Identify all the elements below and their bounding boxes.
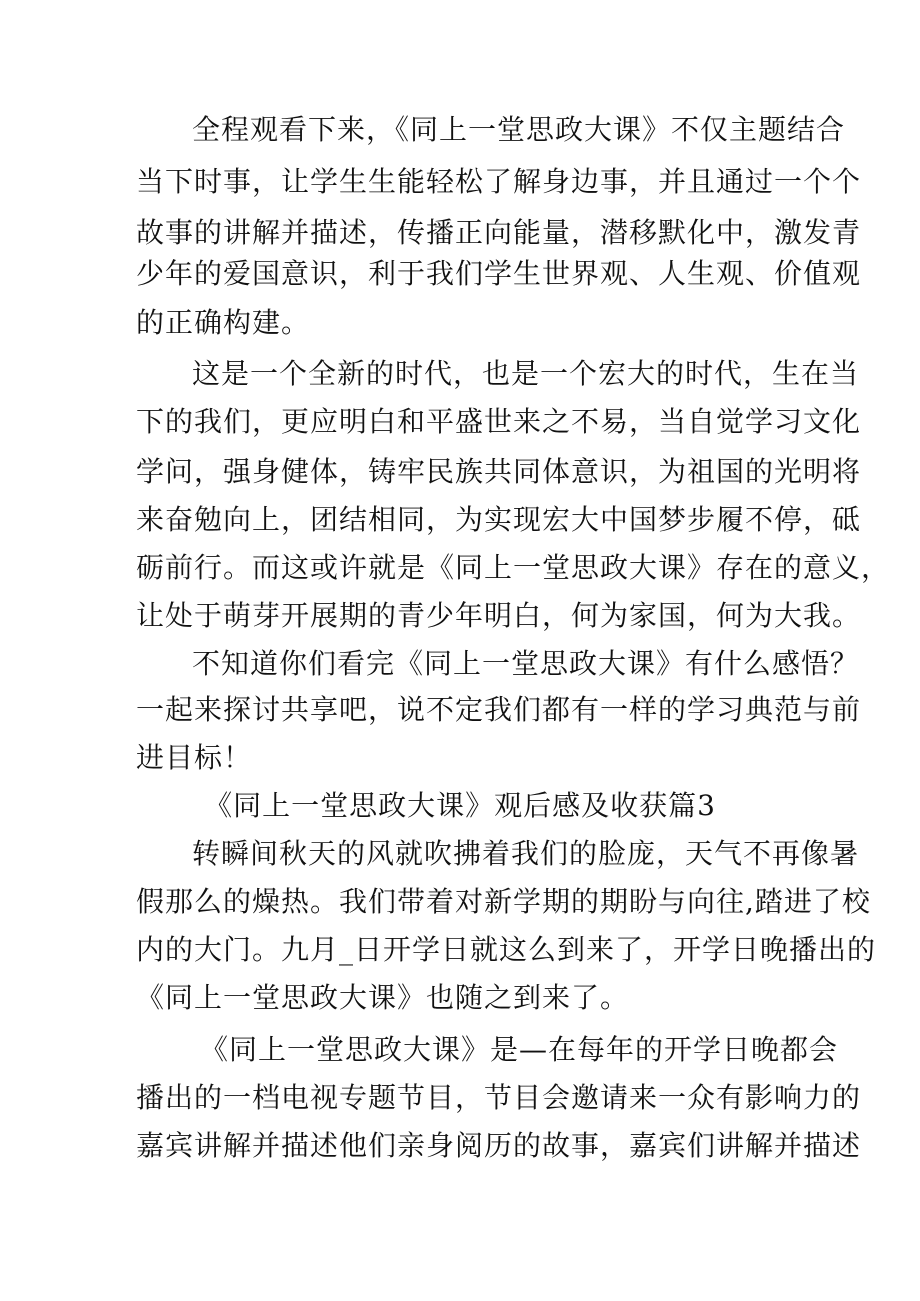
paragraph-2-line-2: 下的我们，更应明白和平盛世来之不易，当自觉学习文化: [136, 405, 862, 438]
paragraph-3-line-3: 进目标！: [136, 741, 253, 774]
section-paragraph-1-line-1: 转瞬间秋天的风就吹拂着我们的脸庞，天气不再像暑: [192, 837, 860, 870]
paragraph-2-line-4: 来奋勉向上，团结相同，为实现宏大中国梦步履不停，砥: [136, 503, 862, 536]
paragraph-2-line-6: 让处于萌芽开展期的青少年明白，何为家国，何为大我。: [136, 599, 862, 632]
paragraph-2-line-3: 学问，强身健体，铸牢民族共同体意识，为祖国的光明将: [136, 455, 862, 488]
paragraph-1-line-5: 的正确构建。: [136, 306, 311, 339]
paragraph-2-line-1: 这是一个全新的时代，也是一个宏大的时代，生在当: [192, 357, 860, 390]
paragraph-1-line-3: 故事的讲解并描述，传播正向能量，潜移默化中，激发青: [136, 216, 862, 249]
section-paragraph-2-line-2: 播出的一档电视专题节目，节目会邀请来一众有影响力的: [136, 1081, 862, 1114]
paragraph-3-line-1: 不知道你们看完《同上一堂思政大课》有什么感悟？: [192, 647, 860, 680]
section-paragraph-2-line-1: 《同上一堂思政大课》是—在每年的开学日晚都会: [200, 1033, 839, 1066]
section-paragraph-2-line-3: 嘉宾讲解并描述他们亲身阅历的故事，嘉宾们讲解并描述: [136, 1129, 862, 1162]
section-paragraph-1-line-4: 《同上一堂思政大课》也随之到来了。: [136, 981, 630, 1014]
paragraph-1-line-2: 当下时事，让学生生能轻松了解身边事，并且通过一个个: [136, 165, 862, 198]
section-heading: 《同上一堂思政大课》观后感及收获篇3: [204, 789, 716, 822]
section-paragraph-1-line-3: 内的大门。九月_日开学日就这么到来了，开学日晚播出的: [136, 933, 877, 966]
paragraph-1-line-1: 全程观看下来，《同上一堂思政大课》不仅主题结合: [192, 113, 846, 146]
section-paragraph-1-line-2: 假那么的燥热。我们带着对新学期的期盼与向往,踏进了校: [136, 885, 871, 918]
paragraph-2-line-5: 砺前行。而这或许就是《同上一堂思政大课》存在的意义，: [136, 551, 891, 584]
paragraph-1-line-4: 少年的爱国意识，利于我们学生世界观、人生观、价值观: [136, 257, 862, 290]
paragraph-3-line-2: 一起来探讨共享吧，说不定我们都有一样的学习典范与前: [136, 693, 862, 726]
